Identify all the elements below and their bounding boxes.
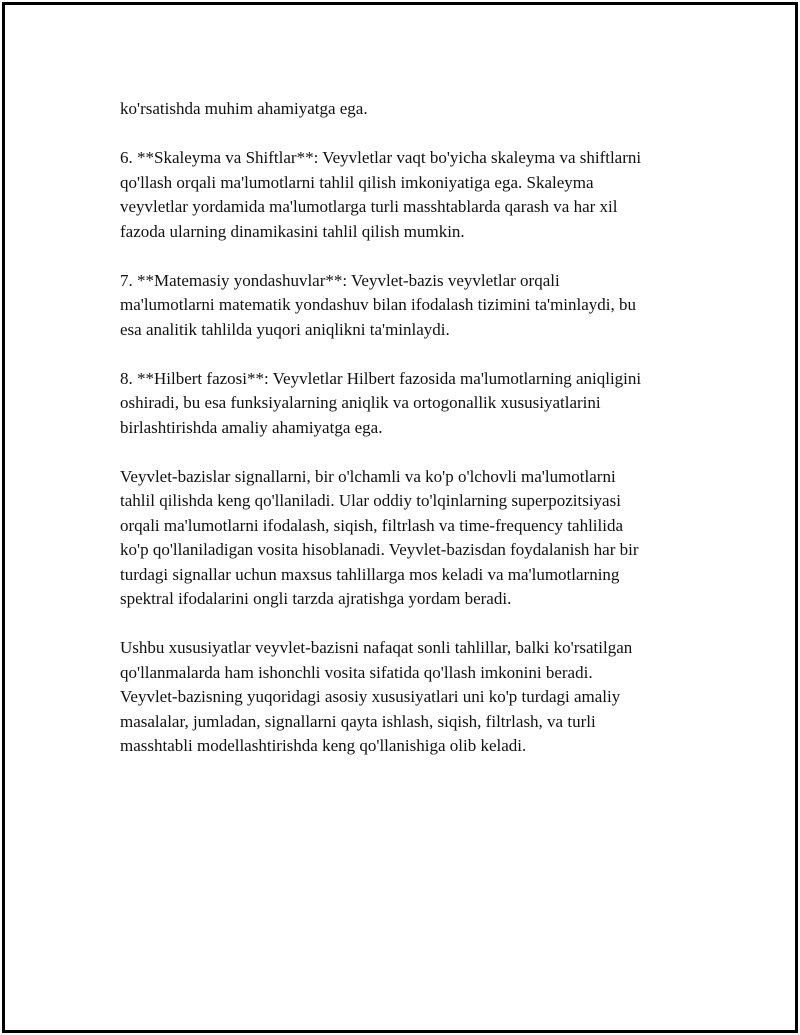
text-line: fazoda ularning dinamikasini tahlil qilish mumkin. (120, 221, 465, 241)
text-line: ko'rsatishda muhim ahamiyatga ega. (120, 99, 368, 118)
document-body (120, 97, 700, 783)
text-line: spektral ifodalarini ongli tarzda ajratishga yordam beradi. (120, 589, 512, 608)
text-line: qo'llanmalarda ham ishonchli vosita sifatida qo'llash imkonini beradi. (120, 662, 593, 682)
text-line: Ushbu xususiyatlar veyvlet-bazisni nafaqat sonli tahlillar, balki ko'rsatilgan (120, 638, 633, 657)
paragraph-item-7 (120, 269, 700, 343)
text-line: turdagi signallar uchun maxsus tahlillarga mos keladi va ma'lumotlarning (120, 564, 620, 584)
text-line: 8. **Hilbert fazosi**: Veyvletlar Hilbert fazosida ma'lumotlarning aniqligini (120, 368, 642, 388)
paragraph-summary (120, 465, 700, 612)
text-line: oshiradi, bu esa funksiyalarning aniqlik va ortogonallik xususiyatlarini (120, 393, 601, 412)
paragraph-item-8 (120, 367, 700, 441)
text-line: esa analitik tahlilda yuqori aniqlikni ta'minlaydi. (120, 319, 450, 339)
text-line: 7. **Matemasiy yondashuvlar**: Veyvlet-bazis veyvletlar orqali (120, 270, 560, 290)
text-line: ko'p qo'llaniladigan vosita hisoblanadi. Veyvlet-bazisdan foydalanish har bir (120, 540, 639, 559)
text-line: qo'llash orqali ma'lumotlarni tahlil qilish imkoniyatiga ega. Skaleyma (120, 172, 594, 192)
paragraph-conclusion (120, 636, 700, 759)
text-line: masshtabli modellashtirishda keng qo'llanishiga olib keladi. (120, 736, 527, 755)
text-line: Veyvlet-bazislar signallarni, bir o'lchamli va ko'p o'lchovli ma'lumotlarni (120, 466, 616, 486)
text-line: tahlil qilishda keng qo'llaniladi. Ular oddiy to'lqinlarning superpozitsiyasi (120, 491, 621, 510)
text-line: Veyvlet-bazisning yuqoridagi asosiy xususiyatlari uni ko'p turdagi amaliy (120, 687, 621, 706)
paragraph-item-6 (120, 146, 700, 244)
text-line: masalalar, jumladan, signallarni qayta ishlash, siqish, filtrlash, va turli (120, 711, 596, 731)
page (2, 2, 798, 1033)
text-line: 6. **Skaleyma va Shiftlar**: Veyvletlar vaqt bo'yicha skaleyma va shiftlarni (120, 148, 642, 167)
text-line: birlashtirishda amaliy ahamiyatga ega. (120, 417, 383, 437)
text-line: orqali ma'lumotlarni ifodalash, siqish, filtrlash va time-frequency tahlilida (120, 515, 624, 535)
paragraph-continuation (120, 97, 700, 122)
text-line: ma'lumotlarni matematik yondashuv bilan ifodalash tizimini ta'minlaydi, bu (120, 295, 637, 314)
text-line: veyvletlar yordamida ma'lumotlarga turli masshtablarda qarash va har xil (120, 197, 618, 216)
